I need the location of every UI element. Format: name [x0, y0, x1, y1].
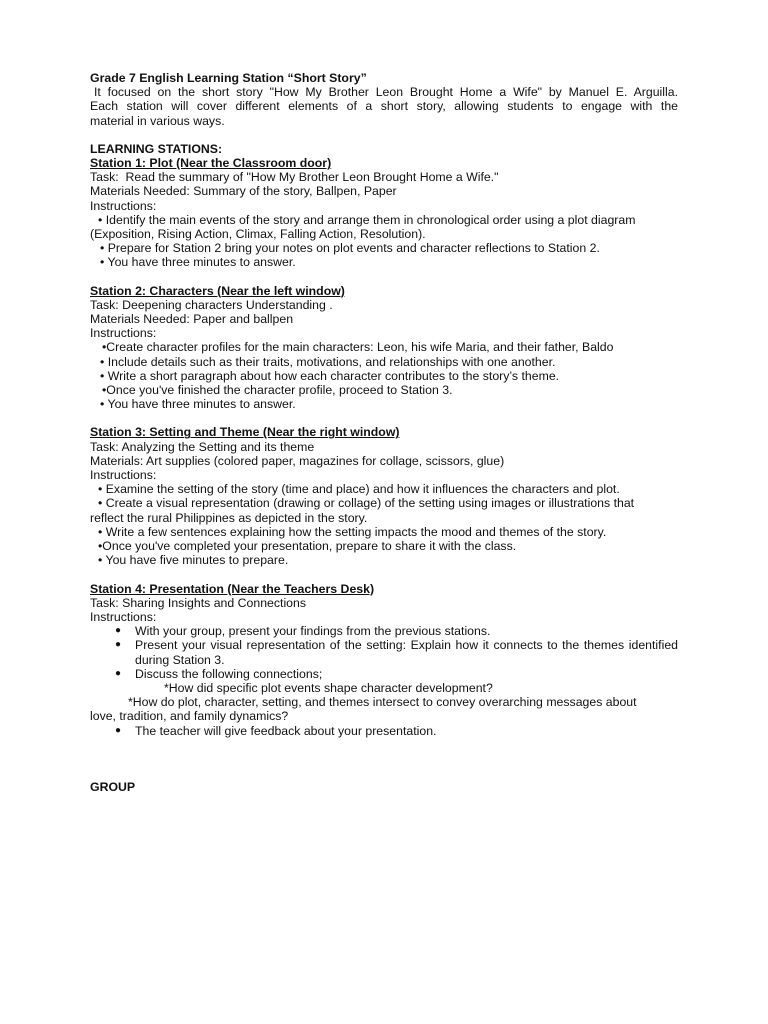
- station2-item-2: • Include details such as their traits, motivations, and relationships with one another.: [100, 354, 556, 369]
- station3-item-3: • Write a few sentences explaining how the setting impacts the mood and themes of the story.: [98, 524, 607, 539]
- document-body: [90, 71, 678, 794]
- spacer: [90, 128, 678, 142]
- station4-item-2-text: Present your visual representation of the setting: Explain how it connects to the themes identified during Station 3.: [135, 638, 678, 667]
- intro-line-2: Each station will cover different elements of a short story, allowing students to engage with the: [90, 99, 678, 114]
- station2-item-3: • Write a short paragraph about how each character contributes to the story’s theme.: [100, 368, 560, 383]
- group-label: GROUP: [90, 779, 136, 794]
- spacer: [90, 568, 678, 582]
- station3-materials: Materials: Art supplies (colored paper, magazines for collage, scissors, glue): [90, 453, 505, 468]
- document-title: Grade 7 English Learning Station “Short Story”: [90, 71, 367, 85]
- station4-heading: Station 4: Presentation (Near the Teachers Desk): [90, 581, 375, 596]
- station3-task: Task: Analyzing the Setting and its theme: [90, 439, 315, 454]
- station2-item-4: •Once you've finished the character profile, proceed to Station 3.: [102, 383, 453, 398]
- station1-item-1-cont: (Exposition, Rising Action, Climax, Falling Action, Resolution).: [90, 227, 426, 242]
- station2-materials: Materials Needed: Paper and ballpen: [90, 312, 294, 327]
- bullet-icon: ●: [115, 625, 122, 637]
- station1-item-2: • Prepare for Station 2 bring your notes on plot events and character reflections to Station 2.: [100, 241, 600, 256]
- station4-item-3-text: Discuss the following connections;: [135, 666, 323, 681]
- station2-task: Task: Deepening characters Understanding .: [90, 297, 333, 312]
- station4-item-1: [90, 624, 678, 638]
- station4-item-4-text: The teacher will give feedback about your presentation.: [135, 723, 437, 738]
- station4-instructions-label: Instructions:: [90, 609, 157, 624]
- station1-materials: Materials Needed: Summary of the story, Ballpen, Paper: [90, 184, 397, 199]
- station4-sub-question-2: *How do plot, character, setting, and themes intersect to convey overarching messages about: [128, 695, 637, 710]
- station3-instructions-label: Instructions:: [90, 468, 157, 483]
- station4-item-4: [90, 724, 678, 738]
- station4-task: Task: Sharing Insights and Connections: [90, 595, 307, 610]
- station2-instructions-label: Instructions:: [90, 326, 157, 341]
- station3-item-1: • Examine the setting of the story (time and place) and how it influences the characters and plot.: [98, 482, 620, 497]
- intro-line-3: material in various ways.: [90, 113, 225, 128]
- station1-heading: Station 1: Plot (Near the Classroom door): [90, 156, 332, 171]
- bullet-icon: ●: [115, 724, 122, 736]
- station3-item-4: •Once you've completed your presentation, prepare to share it with the class.: [98, 539, 517, 554]
- station1-item-1: • Identify the main events of the story and arrange them in chronological order using a plot diagram: [98, 212, 636, 227]
- station4-item-1-text: With your group, present your findings from the previous stations.: [135, 624, 491, 639]
- intro-line-1: It focused on the short story "How My Brother Leon Brought Home a Wife" by Manuel E. Arguilla.: [94, 85, 678, 100]
- station4-item-2: [90, 638, 678, 666]
- station4-sub-question-1: *How did specific plot events shape character development?: [164, 680, 493, 695]
- station2-item-5: • You have three minutes to answer.: [100, 397, 296, 412]
- station4-item-3: [90, 667, 678, 681]
- learning-stations-heading: LEARNING STATIONS:: [90, 141, 223, 156]
- station3-item-2-cont: reflect the rural Philippines as depicted in the story.: [90, 510, 368, 525]
- station1-instructions-label: Instructions:: [90, 198, 157, 213]
- spacer: [90, 270, 678, 284]
- station3-item-2: • Create a visual representation (drawing or collage) of the setting using images or illustrations that: [98, 496, 635, 511]
- station1-task: Task: Read the summary of "How My Brother Leon Brought Home a Wife.": [90, 170, 499, 185]
- station2-item-1: •Create character profiles for the main characters: Leon, his wife Maria, and their father, Baldo: [102, 340, 614, 355]
- bullet-icon: ●: [115, 639, 122, 651]
- bullet-icon: ●: [115, 667, 122, 679]
- station3-heading: Station 3: Setting and Theme (Near the right window): [90, 425, 400, 440]
- spacer: [90, 411, 678, 425]
- station2-heading: Station 2: Characters (Near the left window): [90, 283, 345, 298]
- station1-item-3: • You have three minutes to answer.: [100, 255, 296, 270]
- station4-sub-question-2-cont: love, tradition, and family dynamics?: [90, 709, 289, 724]
- station3-item-5: • You have five minutes to prepare.: [98, 553, 289, 568]
